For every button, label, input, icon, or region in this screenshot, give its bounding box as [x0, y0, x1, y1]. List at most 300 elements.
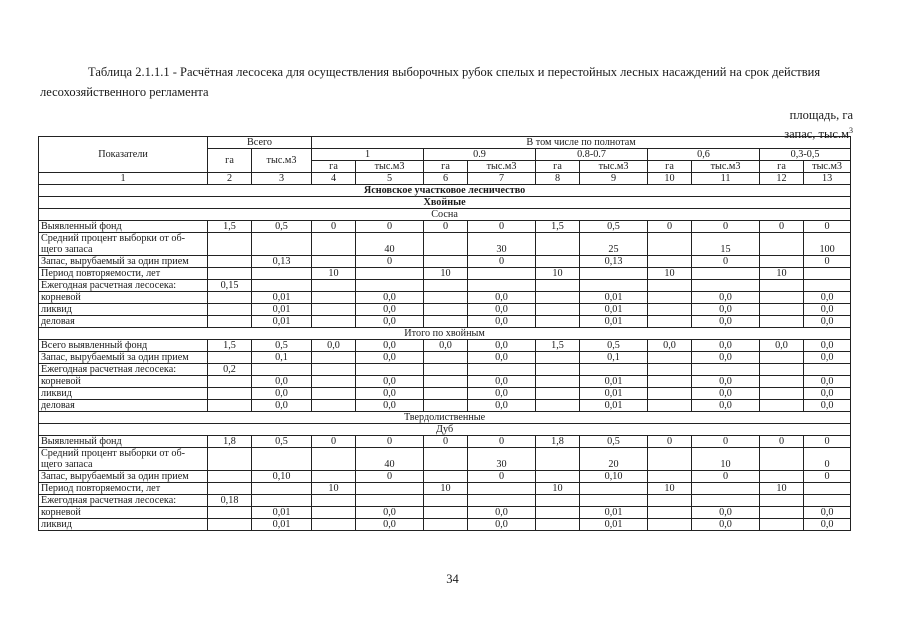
cell-value: 0,0: [312, 340, 356, 352]
header-density-03-05: 0,3-0,5: [760, 149, 851, 161]
table-row: [39, 471, 851, 483]
cell-value: [648, 256, 692, 268]
cell-value: [424, 495, 468, 507]
cell-value: 10: [536, 483, 580, 495]
cell-value: [424, 364, 468, 376]
cell-value: 10: [760, 483, 804, 495]
cell-value: [252, 364, 312, 376]
cell-value: [760, 471, 804, 483]
row-label: Запас, вырубаемый за один прием: [39, 471, 208, 483]
cell-value: 0,15: [208, 280, 252, 292]
cell-value: [536, 507, 580, 519]
cell-value: [208, 268, 252, 280]
cell-value: [804, 495, 851, 507]
cell-value: [356, 495, 424, 507]
cell-value: [312, 304, 356, 316]
table-row: [39, 280, 851, 292]
cell-value: 0,0: [804, 316, 851, 328]
column-number: 6: [424, 173, 468, 185]
cell-value: 0,0: [468, 507, 536, 519]
cell-value: [208, 256, 252, 268]
cell-value: 0,01: [580, 292, 648, 304]
cell-value: 0,0: [692, 400, 760, 412]
cell-value: [648, 364, 692, 376]
header-total-ha: га: [208, 149, 252, 173]
cell-value: 0,01: [252, 507, 312, 519]
cell-value: 0,0: [804, 340, 851, 352]
cell-value: 0,0: [468, 376, 536, 388]
cell-value: 0,01: [580, 304, 648, 316]
cell-value: 0,0: [252, 376, 312, 388]
cell-value: 10: [312, 268, 356, 280]
cell-value: 0: [692, 221, 760, 233]
row-label: деловая: [39, 400, 208, 412]
cell-value: [468, 495, 536, 507]
cell-value: [536, 352, 580, 364]
cell-value: [424, 400, 468, 412]
cell-value: [356, 364, 424, 376]
row-label: Ежегодная расчетная лесосека:: [39, 495, 208, 507]
cell-value: [468, 280, 536, 292]
cell-value: [424, 256, 468, 268]
table-row: [39, 448, 851, 471]
section-oak-label: Дуб: [39, 424, 851, 436]
cell-value: 0: [692, 436, 760, 448]
cell-value: [760, 233, 804, 256]
cell-value: 0,5: [252, 221, 312, 233]
cell-value: [424, 471, 468, 483]
row-label: Ежегодная расчетная лесосека:: [39, 364, 208, 376]
cell-value: [536, 292, 580, 304]
cell-value: [536, 304, 580, 316]
cell-value: [252, 448, 312, 471]
cell-value: 1,8: [536, 436, 580, 448]
cell-value: [692, 364, 760, 376]
cell-value: [312, 256, 356, 268]
cell-value: 0,0: [804, 507, 851, 519]
header-unit: тыс.м3: [356, 161, 424, 173]
cell-value: 0,0: [692, 519, 760, 531]
column-number: 10: [648, 173, 692, 185]
row-label: Запас, вырубаемый за один прием: [39, 352, 208, 364]
cell-value: [536, 233, 580, 256]
cell-value: 0: [312, 221, 356, 233]
cell-value: [356, 280, 424, 292]
cell-value: 0: [804, 471, 851, 483]
cell-value: 10: [424, 268, 468, 280]
cell-value: [208, 507, 252, 519]
cell-value: [312, 376, 356, 388]
cell-value: [760, 292, 804, 304]
cell-value: 0,0: [356, 292, 424, 304]
cell-value: 0: [356, 436, 424, 448]
cell-value: 0,18: [208, 495, 252, 507]
cell-value: 0,0: [468, 340, 536, 352]
header-unit: га: [760, 161, 804, 173]
cell-value: [648, 448, 692, 471]
cell-value: 0: [760, 436, 804, 448]
cell-value: 0: [760, 221, 804, 233]
table-row: [39, 507, 851, 519]
cell-value: 10: [648, 268, 692, 280]
cell-value: [536, 316, 580, 328]
row-label: Средний процент выборки от об-щего запаса: [39, 233, 208, 256]
cell-value: [252, 495, 312, 507]
cell-value: 0,01: [252, 304, 312, 316]
cell-value: [312, 495, 356, 507]
cell-value: [580, 495, 648, 507]
cell-value: [312, 388, 356, 400]
section-conifers: [39, 197, 851, 209]
cell-value: [648, 507, 692, 519]
cell-value: 0: [804, 221, 851, 233]
cell-value: 0,0: [804, 400, 851, 412]
cell-value: 0,0: [692, 292, 760, 304]
table-row: [39, 340, 851, 352]
cell-value: [536, 256, 580, 268]
cell-value: [424, 388, 468, 400]
cell-value: [424, 304, 468, 316]
header-density-08-07: 0.8-0.7: [536, 149, 648, 161]
cell-value: [208, 471, 252, 483]
header-unit: га: [648, 161, 692, 173]
cell-value: 0,0: [468, 352, 536, 364]
column-number: 13: [804, 173, 851, 185]
section-hardwood-label: Твердолиственные: [39, 412, 851, 424]
page-number: 34: [446, 572, 459, 586]
cell-value: [208, 400, 252, 412]
table-row: [39, 519, 851, 531]
cell-value: [536, 448, 580, 471]
cell-value: [208, 448, 252, 471]
table-row: [39, 292, 851, 304]
cell-value: 0,0: [692, 388, 760, 400]
cell-value: 0,13: [252, 256, 312, 268]
table-row: [39, 221, 851, 233]
row-label: Выявленный фонд: [39, 221, 208, 233]
column-number: 1: [39, 173, 208, 185]
cell-value: [312, 519, 356, 531]
header-indicators: Показатели: [39, 137, 208, 173]
cell-value: [468, 268, 536, 280]
cell-value: [760, 352, 804, 364]
cell-value: 10: [424, 483, 468, 495]
table-row: [39, 316, 851, 328]
cell-value: [692, 483, 760, 495]
row-label: ликвид: [39, 304, 208, 316]
cell-value: 0,0: [804, 376, 851, 388]
table-caption: Таблица 2.1.1.1 - Расчётная лесосека для осуществления выборочных рубок спелых и перестойных лесных насаждений на срок действия лесохозяйственного регламента: [40, 65, 821, 99]
cell-value: [804, 364, 851, 376]
cell-value: 0: [356, 256, 424, 268]
cell-value: 0: [468, 256, 536, 268]
cell-value: 0,0: [692, 304, 760, 316]
cell-value: [760, 364, 804, 376]
cell-value: [648, 495, 692, 507]
cell-value: 0,0: [468, 519, 536, 531]
cell-value: 40: [356, 448, 424, 471]
cell-value: [804, 280, 851, 292]
cell-value: [312, 352, 356, 364]
section-forestry-label: Ясновское участковое лесничество: [39, 185, 851, 197]
cell-value: [312, 316, 356, 328]
cell-value: [760, 388, 804, 400]
section-conifers-total-label: Итого по хвойным: [39, 328, 851, 340]
column-number: 7: [468, 173, 536, 185]
cell-value: [648, 292, 692, 304]
cell-value: 0: [356, 471, 424, 483]
cell-value: 1,5: [208, 221, 252, 233]
cell-value: 0,0: [356, 340, 424, 352]
header-total: Всего: [208, 137, 312, 149]
cell-value: 0,5: [252, 340, 312, 352]
cell-value: [208, 316, 252, 328]
cell-value: 10: [536, 268, 580, 280]
cell-value: [208, 376, 252, 388]
row-label: Запас, вырубаемый за один прием: [39, 256, 208, 268]
cell-value: [424, 507, 468, 519]
cell-value: 0: [804, 256, 851, 268]
cell-value: [424, 519, 468, 531]
cell-value: [312, 233, 356, 256]
cell-value: [648, 388, 692, 400]
cell-value: [312, 292, 356, 304]
cell-value: [208, 292, 252, 304]
row-label: Период повторяемости, лет: [39, 268, 208, 280]
cell-value: 10: [648, 483, 692, 495]
section-pine-label: Сосна: [39, 209, 851, 221]
table-body: [39, 185, 851, 531]
cell-value: [424, 316, 468, 328]
cell-value: 0: [312, 436, 356, 448]
header-unit: га: [536, 161, 580, 173]
cell-value: [536, 280, 580, 292]
column-number: 9: [580, 173, 648, 185]
column-number: 11: [692, 173, 760, 185]
cell-value: 0,2: [208, 364, 252, 376]
cell-value: [208, 233, 252, 256]
cell-value: 0,01: [580, 388, 648, 400]
header-density-09: 0.9: [424, 149, 536, 161]
row-label: ликвид: [39, 388, 208, 400]
cell-value: 25: [580, 233, 648, 256]
cell-value: [424, 280, 468, 292]
allowable-cut-table: [38, 136, 851, 531]
cell-value: 0,01: [580, 507, 648, 519]
cell-value: 1,8: [208, 436, 252, 448]
cell-value: 0,0: [356, 316, 424, 328]
cell-value: 0: [692, 471, 760, 483]
header-unit: га: [424, 161, 468, 173]
table-row: [39, 268, 851, 280]
cell-value: [580, 364, 648, 376]
cell-value: 10: [692, 448, 760, 471]
cell-value: 0,0: [356, 519, 424, 531]
cell-value: [424, 292, 468, 304]
cell-value: 30: [468, 233, 536, 256]
cell-value: 0: [424, 221, 468, 233]
cell-value: [312, 448, 356, 471]
table-row: [39, 388, 851, 400]
cell-value: 30: [468, 448, 536, 471]
cell-value: 0,1: [252, 352, 312, 364]
cell-value: 0: [692, 256, 760, 268]
cell-value: 0,0: [692, 352, 760, 364]
table-header: [39, 137, 851, 185]
units-area: площадь, га: [789, 108, 853, 122]
header-unit: тыс.м3: [580, 161, 648, 173]
cell-value: [760, 495, 804, 507]
column-number: 3: [252, 173, 312, 185]
column-number: 5: [356, 173, 424, 185]
cell-value: [760, 507, 804, 519]
cell-value: 0: [648, 221, 692, 233]
header-density-06: 0,6: [648, 149, 760, 161]
cell-value: 100: [804, 233, 851, 256]
cell-value: 0,0: [468, 304, 536, 316]
table-row: [39, 304, 851, 316]
cell-value: [208, 388, 252, 400]
header-unit: тыс.м3: [468, 161, 536, 173]
cell-value: 0,0: [356, 400, 424, 412]
cell-value: [648, 400, 692, 412]
cell-value: 0,01: [252, 519, 312, 531]
cell-value: [536, 400, 580, 412]
section-oak: [39, 424, 851, 436]
cell-value: 0,0: [804, 304, 851, 316]
cell-value: 0,01: [580, 519, 648, 531]
cell-value: 0,0: [356, 304, 424, 316]
cell-value: [692, 495, 760, 507]
cell-value: 0,0: [468, 292, 536, 304]
row-label: корневой: [39, 376, 208, 388]
cell-value: 20: [580, 448, 648, 471]
cell-value: [424, 448, 468, 471]
cell-value: 0,0: [468, 316, 536, 328]
section-forestry: [39, 185, 851, 197]
cell-value: [804, 483, 851, 495]
cell-value: 10: [312, 483, 356, 495]
cell-value: 0,01: [252, 316, 312, 328]
cell-value: 0: [468, 436, 536, 448]
row-label: Всего выявленный фонд: [39, 340, 208, 352]
table-row: [39, 436, 851, 448]
cell-value: [312, 364, 356, 376]
cell-value: [312, 471, 356, 483]
row-label: Выявленный фонд: [39, 436, 208, 448]
cell-value: 0,0: [356, 352, 424, 364]
cell-value: 0,0: [804, 292, 851, 304]
cell-value: 0,5: [580, 436, 648, 448]
cell-value: [760, 519, 804, 531]
cell-value: 0,0: [760, 340, 804, 352]
cell-value: [648, 352, 692, 364]
cell-value: [356, 268, 424, 280]
cell-value: [536, 364, 580, 376]
cell-value: 10: [760, 268, 804, 280]
cell-value: [648, 233, 692, 256]
cell-value: [692, 280, 760, 292]
table-row: [39, 495, 851, 507]
cell-value: [580, 280, 648, 292]
row-label: Ежегодная расчетная лесосека:: [39, 280, 208, 292]
cell-value: [580, 268, 648, 280]
cell-value: [804, 268, 851, 280]
row-label: деловая: [39, 316, 208, 328]
cell-value: [536, 376, 580, 388]
cell-value: 0,01: [580, 376, 648, 388]
cell-value: 0,0: [804, 388, 851, 400]
cell-value: [760, 256, 804, 268]
cell-value: 0,0: [804, 352, 851, 364]
cell-value: [208, 304, 252, 316]
cell-value: [760, 316, 804, 328]
row-label: Средний процент выборки от об-щего запаса: [39, 448, 208, 471]
cell-value: 0: [468, 221, 536, 233]
cell-value: 0,0: [356, 388, 424, 400]
cell-value: [252, 280, 312, 292]
cell-value: [536, 519, 580, 531]
table-row: [39, 400, 851, 412]
cell-value: 0,0: [468, 400, 536, 412]
column-number: 8: [536, 173, 580, 185]
cell-value: 0,0: [692, 507, 760, 519]
cell-value: 0: [424, 436, 468, 448]
table-row: [39, 352, 851, 364]
cell-value: [468, 364, 536, 376]
cell-value: 0,10: [252, 471, 312, 483]
cell-value: [580, 483, 648, 495]
cell-value: [760, 304, 804, 316]
column-number: 12: [760, 173, 804, 185]
row-label: ликвид: [39, 519, 208, 531]
section-hardwood: [39, 412, 851, 424]
cell-value: 0,5: [252, 436, 312, 448]
header-by-density: В том числе по полнотам: [312, 137, 851, 149]
cell-value: [648, 304, 692, 316]
table-row: [39, 483, 851, 495]
cell-value: [760, 376, 804, 388]
cell-value: 0: [804, 448, 851, 471]
cell-value: 0,01: [580, 316, 648, 328]
table-row: [39, 256, 851, 268]
cell-value: 0: [804, 436, 851, 448]
cell-value: [312, 280, 356, 292]
section-conifers-label: Хвойные: [39, 197, 851, 209]
cell-value: 0,0: [252, 388, 312, 400]
cell-value: [648, 471, 692, 483]
cell-value: 40: [356, 233, 424, 256]
units-volume: запас, $тыс.м^3$: [784, 126, 853, 142]
cell-value: 0,01: [252, 292, 312, 304]
section-conifers-total: [39, 328, 851, 340]
cell-value: 0,1: [580, 352, 648, 364]
row-label: Период повторяемости, лет: [39, 483, 208, 495]
cell-value: 0,5: [580, 340, 648, 352]
cell-value: [760, 448, 804, 471]
column-number: 2: [208, 173, 252, 185]
cell-value: [468, 483, 536, 495]
cell-value: [252, 233, 312, 256]
cell-value: [648, 316, 692, 328]
cell-value: [424, 233, 468, 256]
cell-value: 0,0: [252, 400, 312, 412]
cell-value: [692, 268, 760, 280]
header-unit: тыс.м3: [692, 161, 760, 173]
cell-value: [208, 519, 252, 531]
table-row: [39, 376, 851, 388]
cell-value: 0,01: [580, 400, 648, 412]
